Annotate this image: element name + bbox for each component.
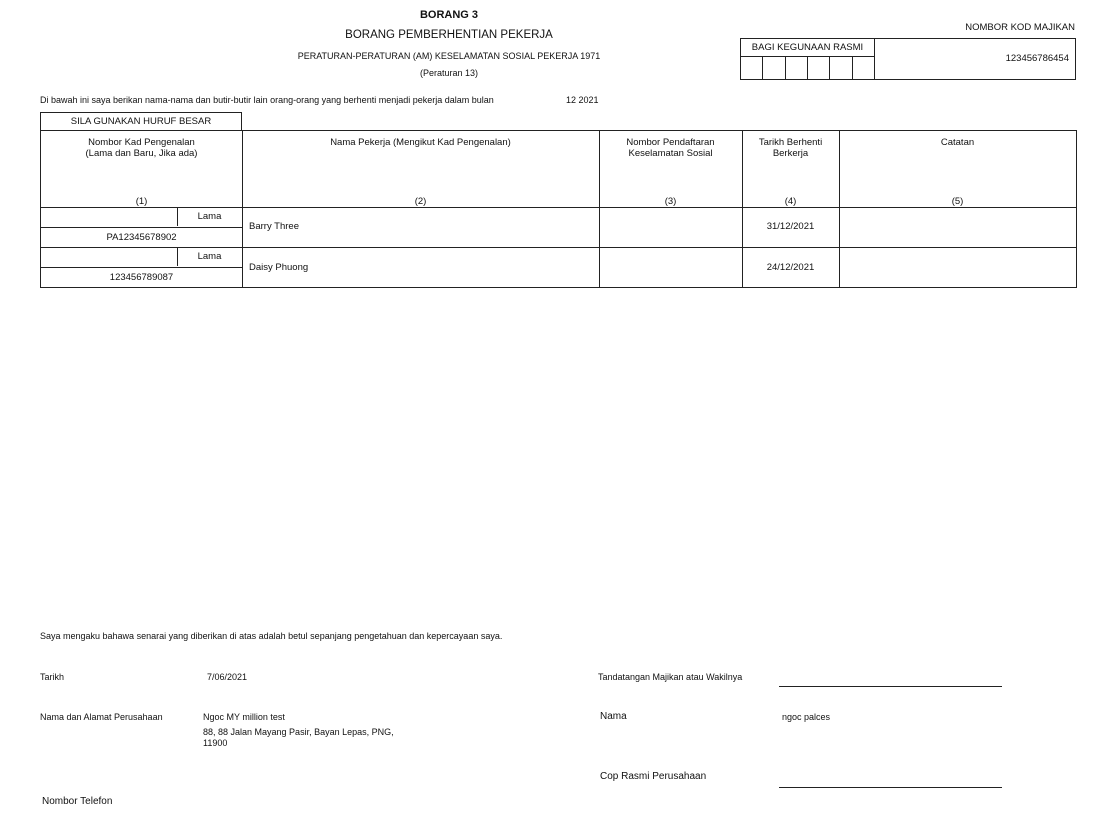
header-date: Tarikh Berhenti Berkerja <box>758 137 823 159</box>
name-value: ngoc palces <box>782 712 831 722</box>
old-ic-label: Lama <box>197 211 222 222</box>
stamp-label: Cop Rasmi Perusahaan <box>600 771 707 782</box>
official-use-cells <box>741 56 875 80</box>
new-ic-value: 123456789087 <box>109 272 174 283</box>
official-cell <box>853 56 874 80</box>
caps-note: SILA GUNAKAN HURUF BESAR <box>40 112 242 131</box>
form-number: BORANG 3 <box>419 9 479 21</box>
employee-name: Daisy Phuong <box>249 262 309 273</box>
regulation-title: PERATURAN-PERATURAN (AM) KESELAMATAN SOSIAL PEKERJA 1971 <box>297 51 601 61</box>
company-name: Ngoc MY million test <box>203 712 285 722</box>
official-cell <box>786 56 808 80</box>
official-use-label: BAGI KEGUNAAN RASMI <box>741 39 875 57</box>
name-label: Nama <box>600 711 627 722</box>
header-notes: Catatan <box>940 137 975 148</box>
col-num-4: (4) <box>784 196 797 207</box>
old-ic-label: Lama <box>197 251 222 262</box>
regulation-ref: (Peraturan 13) <box>419 68 479 78</box>
stamp-line <box>779 787 1002 788</box>
official-use-box <box>740 38 1076 80</box>
intro-text: Di bawah ini saya berikan nama-nama dan butir-butir lain orang-orang yang berhenti menjadi pekerja dalam bulan <box>40 95 494 105</box>
date-value: 7/06/2021 <box>207 672 248 682</box>
header-socso: Nombor Pendaftaran Keselamatan Sosial <box>626 137 715 159</box>
company-address-line2: 11900 <box>203 738 228 748</box>
official-cell <box>741 56 763 80</box>
employee-table <box>40 130 1077 288</box>
stop-date: 24/12/2021 <box>766 262 815 273</box>
col-num-3: (3) <box>664 196 677 207</box>
header-name: Nama Pekerja (Mengikut Kad Pengenalan) <box>330 137 511 148</box>
employer-code-value: 123456786454 <box>1005 53 1069 64</box>
official-cell <box>830 56 852 80</box>
signature-label: Tandatangan Majikan atau Wakilnya <box>598 672 743 682</box>
col-num-2: (2) <box>414 196 427 207</box>
official-cell <box>763 56 785 80</box>
company-address-line1: 88, 88 Jalan Mayang Pasir, Bayan Lepas, PNG, <box>203 727 394 737</box>
form-title: BORANG PEMBERHENTIAN PEKERJA <box>345 29 553 41</box>
col-num-5: (5) <box>951 196 964 207</box>
stop-date: 31/12/2021 <box>766 221 815 232</box>
phone-label: Nombor Telefon <box>42 796 113 807</box>
official-cell <box>808 56 830 80</box>
new-ic-value: PA12345678902 <box>106 232 177 243</box>
company-label: Nama dan Alamat Perusahaan <box>40 712 163 722</box>
intro-month: 12 2021 <box>566 95 599 105</box>
declaration: Saya mengaku bahawa senarai yang diberikan di atas adalah betul sepanjang pengetahuan dan kepercayaan saya. <box>40 631 503 641</box>
date-label: Tarikh <box>40 672 65 682</box>
signature-line <box>779 686 1002 687</box>
col-num-1: (1) <box>135 196 148 207</box>
employee-name: Barry Three <box>249 221 299 232</box>
employer-code-label: NOMBOR KOD MAJIKAN <box>965 22 1075 33</box>
header-ic: Nombor Kad Pengenalan (Lama dan Baru, Jika ada) <box>85 137 198 159</box>
